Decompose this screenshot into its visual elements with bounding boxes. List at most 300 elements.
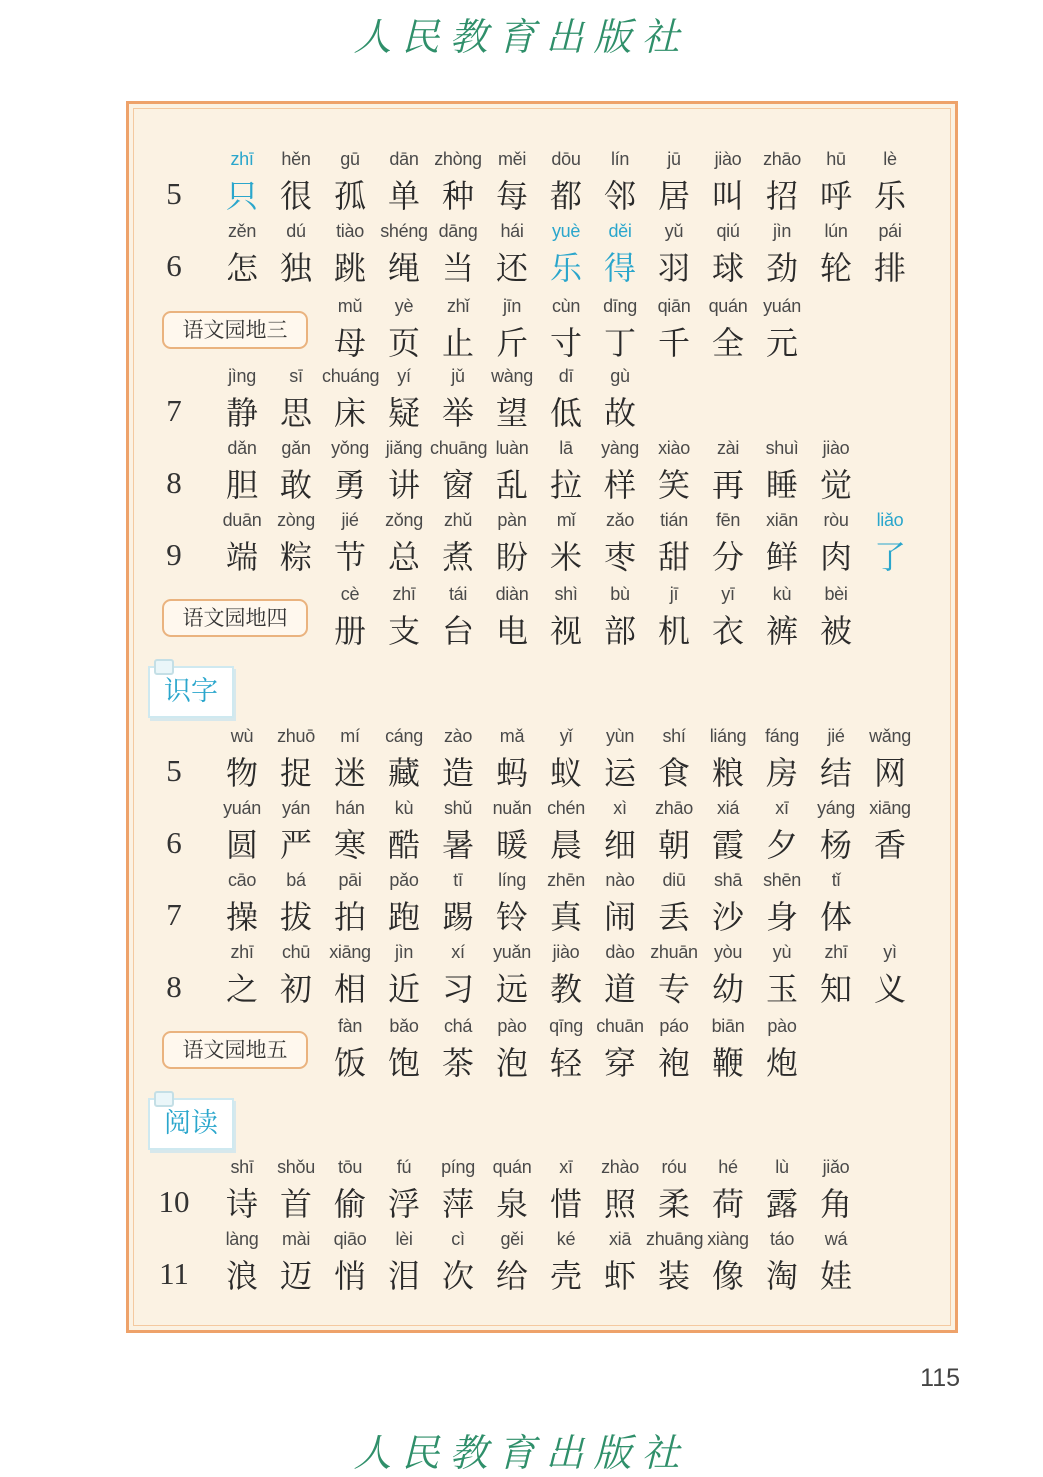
character-cell xyxy=(268,725,324,793)
character-cell xyxy=(754,1156,810,1224)
pinyin: kù xyxy=(772,584,792,604)
character-cell xyxy=(268,509,324,577)
pinyin: zài xyxy=(716,438,740,458)
character-cell xyxy=(376,148,432,216)
character-cell xyxy=(214,220,270,288)
hanzi: 跳 xyxy=(333,249,366,287)
hanzi: 习 xyxy=(441,970,474,1008)
hanzi: 种 xyxy=(441,177,474,215)
hanzi: 每 xyxy=(495,177,528,215)
character-cell xyxy=(268,1228,324,1296)
pinyin: pàn xyxy=(497,510,527,530)
hanzi: 悄 xyxy=(333,1257,366,1295)
hanzi: 丢 xyxy=(657,898,690,936)
pinyin: bá xyxy=(286,870,306,890)
pinyin: biān xyxy=(711,1016,745,1036)
pinyin: zhī xyxy=(230,149,254,169)
hanzi: 教 xyxy=(549,970,582,1008)
hanzi: 还 xyxy=(495,249,528,287)
pinyin: jìn xyxy=(394,942,414,962)
hanzi: 球 xyxy=(711,249,744,287)
hanzi: 止 xyxy=(441,324,474,362)
pinyin: xiào xyxy=(658,438,690,458)
hanzi: 甜 xyxy=(657,538,690,576)
character-cell xyxy=(376,365,432,433)
character-cell xyxy=(538,869,594,937)
hanzi: 排 xyxy=(873,249,906,287)
character-cell xyxy=(754,869,810,937)
pinyin: shí xyxy=(662,726,686,746)
hanzi: 裤 xyxy=(765,612,798,650)
hanzi: 道 xyxy=(603,970,636,1008)
hanzi: 胆 xyxy=(225,466,258,504)
pinyin: dú xyxy=(286,221,306,241)
hanzi: 专 xyxy=(657,970,690,1008)
hanzi: 茶 xyxy=(441,1044,474,1082)
lesson-number: 10 xyxy=(158,1184,190,1219)
pinyin: chū xyxy=(281,942,311,962)
pinyin: shǔ xyxy=(443,798,473,818)
pinyin: fàn xyxy=(337,1016,363,1036)
character-cell xyxy=(376,941,432,1009)
character-cell xyxy=(700,725,756,793)
character-cell xyxy=(538,583,594,651)
pinyin: hū xyxy=(826,149,846,169)
pinyin: yán xyxy=(281,798,311,818)
character-cell xyxy=(808,220,864,288)
character-cell xyxy=(484,583,540,651)
character-cell xyxy=(430,725,486,793)
character-cell xyxy=(808,941,864,1009)
pinyin: yuán xyxy=(763,296,801,316)
pinyin: cì xyxy=(451,1229,465,1249)
pinyin: zhào xyxy=(601,1157,639,1177)
character-cell xyxy=(808,148,864,216)
pinyin: zhī xyxy=(824,942,848,962)
hanzi: 斤 xyxy=(495,324,528,362)
hanzi: 泡 xyxy=(495,1044,528,1082)
pinyin: liǎo xyxy=(876,510,904,530)
hanzi: 单 xyxy=(387,177,420,215)
pinyin: zhī xyxy=(392,584,416,604)
hanzi: 粽 xyxy=(279,538,312,576)
pinyin: zhāo xyxy=(655,798,693,818)
pinyin: zhāo xyxy=(763,149,801,169)
character-cell xyxy=(430,295,486,363)
hanzi: 千 xyxy=(657,324,690,362)
character-cell xyxy=(430,509,486,577)
pinyin: xiàng xyxy=(707,1229,749,1249)
pinyin: wá xyxy=(824,1229,848,1249)
pinyin: zhuān xyxy=(650,942,698,962)
hanzi: 娃 xyxy=(819,1257,852,1295)
pinyin: tái xyxy=(448,584,468,604)
pinyin: gù xyxy=(610,366,630,386)
pinyin: xiān xyxy=(766,510,798,530)
hanzi: 食 xyxy=(657,754,690,792)
pinyin: lè xyxy=(883,149,897,169)
hanzi: 居 xyxy=(657,177,690,215)
hanzi: 酷 xyxy=(387,826,420,864)
pinyin: duān xyxy=(222,510,262,530)
character-cell xyxy=(862,509,918,577)
character-cell xyxy=(538,941,594,1009)
character-cell xyxy=(808,583,864,651)
character-cell xyxy=(268,941,324,1009)
hanzi: 暑 xyxy=(441,826,474,864)
pinyin: tǐ xyxy=(831,870,841,890)
character-cell xyxy=(754,1015,810,1083)
pinyin: gǎn xyxy=(281,438,311,458)
hanzi: 煮 xyxy=(441,538,474,576)
pinyin: cāo xyxy=(227,870,257,890)
character-cell xyxy=(646,941,702,1009)
character-cell xyxy=(646,869,702,937)
character-cell xyxy=(646,437,702,505)
hanzi: 次 xyxy=(441,1257,474,1295)
page-number: 115 xyxy=(920,1364,960,1392)
hanzi: 台 xyxy=(441,612,474,650)
character-cell xyxy=(376,1156,432,1224)
pinyin: chá xyxy=(443,1016,473,1036)
character-cell xyxy=(646,797,702,865)
pinyin: xī xyxy=(775,798,789,818)
pinyin: fēn xyxy=(715,510,741,530)
hanzi: 捉 xyxy=(279,754,312,792)
hanzi: 粮 xyxy=(711,754,744,792)
pinyin: jiào xyxy=(714,149,742,169)
pinyin: yáng xyxy=(817,798,855,818)
character-cell xyxy=(754,437,810,505)
pinyin: quán xyxy=(492,1157,532,1177)
character-cell xyxy=(754,295,810,363)
pinyin: xī xyxy=(559,1157,573,1177)
hanzi: 招 xyxy=(765,177,798,215)
character-cell xyxy=(214,437,270,505)
pinyin: xiāng xyxy=(329,942,371,962)
character-cell xyxy=(484,941,540,1009)
character-cell xyxy=(322,583,378,651)
section-label: 阅读 xyxy=(164,1108,218,1139)
pinyin: xiā xyxy=(608,1229,632,1249)
character-cell xyxy=(322,365,378,433)
hanzi: 夕 xyxy=(765,826,798,864)
character-cell xyxy=(592,1228,648,1296)
character-cell xyxy=(592,583,648,651)
character-cell xyxy=(214,797,270,865)
hanzi: 惜 xyxy=(549,1185,582,1223)
character-cell xyxy=(430,1156,486,1224)
character-cell xyxy=(808,869,864,937)
character-cell xyxy=(646,583,702,651)
hanzi: 沙 xyxy=(711,898,744,936)
pinyin: lún xyxy=(824,221,848,241)
hanzi: 分 xyxy=(711,538,744,576)
pinyin: zào xyxy=(443,726,473,746)
character-cell xyxy=(322,797,378,865)
hanzi: 体 xyxy=(819,898,852,936)
hanzi: 轻 xyxy=(549,1044,582,1082)
character-cell xyxy=(754,148,810,216)
character-cell xyxy=(376,1015,432,1083)
hanzi: 视 xyxy=(549,612,582,650)
character-cell xyxy=(322,869,378,937)
pinyin: hěn xyxy=(281,149,311,169)
pinyin: mǐ xyxy=(556,510,576,530)
pinyin: shéng xyxy=(380,221,428,241)
pinyin: diàn xyxy=(495,584,529,604)
pinyin: nào xyxy=(605,870,635,890)
pinyin: sī xyxy=(289,366,303,386)
hanzi: 劲 xyxy=(765,249,798,287)
pinyin: dī xyxy=(558,366,574,386)
hanzi: 页 xyxy=(387,324,420,362)
pinyin: pái xyxy=(878,221,902,241)
hanzi: 羽 xyxy=(657,249,690,287)
pinyin: chén xyxy=(547,798,585,818)
pinyin: yù xyxy=(772,942,792,962)
character-cell xyxy=(538,437,594,505)
pinyin: cáng xyxy=(385,726,423,746)
lesson-number: 7 xyxy=(166,393,182,428)
pinyin: shì xyxy=(554,584,578,604)
pinyin: shǒu xyxy=(277,1157,315,1177)
character-cell xyxy=(592,509,648,577)
hanzi: 总 xyxy=(387,538,420,576)
lesson-number: 6 xyxy=(166,825,182,860)
pinyin: xí xyxy=(451,942,465,962)
pinyin: qiāo xyxy=(333,1229,367,1249)
hanzi: 勇 xyxy=(333,466,366,504)
pinyin: píng xyxy=(441,1157,475,1177)
character-cell xyxy=(808,797,864,865)
hanzi: 饱 xyxy=(387,1044,420,1082)
pinyin: jìn xyxy=(772,221,792,241)
pinyin: děi xyxy=(608,221,632,241)
hanzi: 当 xyxy=(441,249,474,287)
character-cell xyxy=(430,941,486,1009)
hanzi: 睡 xyxy=(765,466,798,504)
pinyin: yuǎn xyxy=(493,942,531,962)
character-cell xyxy=(430,797,486,865)
hanzi: 真 xyxy=(549,898,582,936)
pinyin: páo xyxy=(659,1016,689,1036)
character-cell xyxy=(592,220,648,288)
hanzi: 拍 xyxy=(333,898,366,936)
character-cell xyxy=(538,1015,594,1083)
character-cell xyxy=(484,725,540,793)
character-cell xyxy=(376,509,432,577)
character-cell xyxy=(430,583,486,651)
pinyin: hán xyxy=(335,798,365,818)
hanzi: 邻 xyxy=(603,177,636,215)
pinyin: ròu xyxy=(823,510,849,530)
character-cell xyxy=(592,295,648,363)
hanzi: 细 xyxy=(603,826,636,864)
pinyin: fú xyxy=(396,1157,412,1177)
pinyin: lèi xyxy=(395,1229,413,1249)
character-cell xyxy=(268,220,324,288)
hanzi: 节 xyxy=(333,538,366,576)
hanzi: 香 xyxy=(873,826,906,864)
pinyin: shī xyxy=(230,1157,254,1177)
hanzi: 炮 xyxy=(765,1044,798,1082)
character-cell xyxy=(376,797,432,865)
character-cell xyxy=(700,295,756,363)
hanzi: 举 xyxy=(441,394,474,432)
pinyin: gū xyxy=(340,149,360,169)
character-cell xyxy=(700,583,756,651)
pinyin: xì xyxy=(613,798,627,818)
hanzi: 得 xyxy=(603,249,636,287)
hanzi: 了 xyxy=(873,538,906,576)
pinyin: jiào xyxy=(552,942,580,962)
pinyin: cè xyxy=(340,584,360,604)
pinyin: pǎo xyxy=(389,870,419,890)
pinyin: zòng xyxy=(277,510,315,530)
pinyin: zhǔ xyxy=(443,510,473,530)
hanzi: 偷 xyxy=(333,1185,366,1223)
pinyin: tī xyxy=(453,870,463,890)
character-cell xyxy=(646,295,702,363)
hanzi: 之 xyxy=(225,970,258,1008)
hanzi: 寸 xyxy=(549,324,582,362)
character-cell xyxy=(808,1228,864,1296)
hanzi: 拔 xyxy=(279,898,312,936)
character-cell xyxy=(538,295,594,363)
character-cell xyxy=(268,148,324,216)
hanzi: 跑 xyxy=(387,898,420,936)
pinyin: yùn xyxy=(605,726,635,746)
character-cell xyxy=(376,295,432,363)
clip-icon xyxy=(154,1091,174,1107)
character-cell xyxy=(700,941,756,1009)
character-cell xyxy=(592,148,648,216)
hanzi: 乱 xyxy=(495,466,528,504)
pinyin: ké xyxy=(556,1229,576,1249)
pinyin: zhǐ xyxy=(446,296,470,316)
hanzi: 故 xyxy=(603,394,636,432)
character-cell xyxy=(538,1228,594,1296)
character-cell xyxy=(862,220,918,288)
pinyin: tián xyxy=(660,510,688,530)
hanzi: 知 xyxy=(819,970,852,1008)
hanzi: 思 xyxy=(279,394,312,432)
character-cell xyxy=(430,365,486,433)
character-cell xyxy=(322,437,378,505)
character-cell xyxy=(592,1015,648,1083)
pinyin: jié xyxy=(341,510,359,530)
hanzi: 晨 xyxy=(549,826,582,864)
character-cell xyxy=(214,725,270,793)
character-cell xyxy=(862,941,918,1009)
character-cell xyxy=(592,941,648,1009)
hanzi: 露 xyxy=(765,1185,798,1223)
character-cell xyxy=(592,365,648,433)
character-cell xyxy=(268,365,324,433)
hanzi: 怎 xyxy=(225,249,258,287)
hanzi: 低 xyxy=(549,394,582,432)
character-cell xyxy=(538,148,594,216)
hanzi: 枣 xyxy=(603,538,636,576)
character-cell xyxy=(214,869,270,937)
hanzi: 蚂 xyxy=(495,754,528,792)
pinyin: dān xyxy=(389,149,419,169)
pinyin: chuāng xyxy=(430,438,488,458)
pinyin: yǒng xyxy=(331,438,369,458)
pinyin: dǎn xyxy=(227,438,257,458)
pinyin: yòu xyxy=(713,942,743,962)
character-cell xyxy=(538,509,594,577)
character-cell xyxy=(484,1015,540,1083)
character-cell xyxy=(700,797,756,865)
pinyin: tiào xyxy=(336,221,364,241)
pinyin: qiān xyxy=(657,296,691,316)
hanzi: 都 xyxy=(549,177,582,215)
hanzi: 给 xyxy=(495,1257,528,1295)
character-cell xyxy=(646,725,702,793)
pinyin: wǎng xyxy=(869,726,911,746)
hanzi: 鞭 xyxy=(711,1044,744,1082)
character-cell xyxy=(484,295,540,363)
character-cell xyxy=(646,509,702,577)
character-cell xyxy=(862,148,918,216)
pinyin: zǎo xyxy=(605,510,635,530)
character-cell xyxy=(484,509,540,577)
pinyin: làng xyxy=(225,1229,259,1249)
hanzi: 运 xyxy=(603,754,636,792)
character-cell xyxy=(322,1015,378,1083)
pinyin: tōu xyxy=(337,1157,363,1177)
hanzi: 静 xyxy=(225,394,258,432)
hanzi: 盼 xyxy=(495,538,528,576)
pinyin: wàng xyxy=(491,366,533,386)
pinyin: dīng xyxy=(603,296,637,316)
hanzi: 暖 xyxy=(495,826,528,864)
hanzi: 义 xyxy=(873,970,906,1008)
character-cell xyxy=(484,1156,540,1224)
pinyin: xiāng xyxy=(869,798,911,818)
character-cell xyxy=(322,295,378,363)
hanzi: 丁 xyxy=(603,324,636,362)
character-cell xyxy=(484,148,540,216)
hanzi: 操 xyxy=(225,898,258,936)
hanzi: 铃 xyxy=(495,898,528,936)
character-cell xyxy=(430,1228,486,1296)
hanzi: 肉 xyxy=(819,538,852,576)
pinyin: mí xyxy=(340,726,360,746)
pinyin: jìng xyxy=(228,366,256,386)
pinyin: chuān xyxy=(596,1016,644,1036)
character-cell xyxy=(322,220,378,288)
pinyin: yàng xyxy=(601,438,639,458)
hanzi: 母 xyxy=(333,324,366,362)
hanzi: 身 xyxy=(765,898,798,936)
character-cell xyxy=(808,509,864,577)
pinyin: diū xyxy=(662,870,686,890)
garden-label: 语文园地四 xyxy=(162,599,308,637)
hanzi: 泪 xyxy=(387,1257,420,1295)
pinyin: jiǎng xyxy=(385,438,423,458)
hanzi: 独 xyxy=(279,249,312,287)
hanzi: 闹 xyxy=(603,898,636,936)
pinyin: zhī xyxy=(230,942,254,962)
character-cell xyxy=(484,1228,540,1296)
pinyin: luàn xyxy=(495,438,529,458)
character-cell xyxy=(592,869,648,937)
hanzi: 照 xyxy=(603,1185,636,1223)
pinyin: yuè xyxy=(551,221,581,241)
